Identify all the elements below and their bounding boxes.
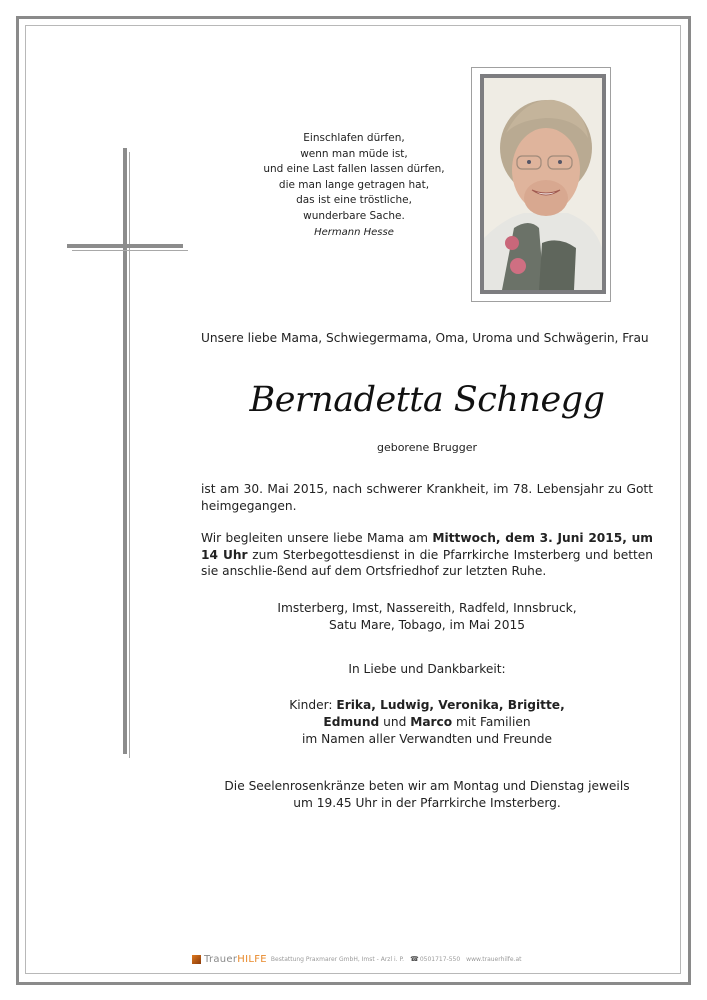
brand-part-2: HILFE — [237, 953, 267, 965]
brand-name — [204, 954, 267, 965]
cross-horizontal-shadow — [72, 250, 188, 251]
footer — [192, 952, 521, 966]
poem-line: wunderbare Sache. — [303, 209, 405, 222]
website-link[interactable]: www.trauerhilfe.at — [466, 955, 522, 963]
deceased-name: Bernadetta Schnegg — [249, 380, 605, 420]
cross-vertical-shadow — [129, 152, 130, 758]
intro-line: Unsere liebe Mama, Schwiegermama, Oma, Uroma und Schwägerin, Frau — [201, 331, 649, 345]
rosary-line: um 19.45 Uhr in der Pfarrkirche Imsterberg. — [293, 796, 561, 810]
rosary-info — [201, 778, 653, 812]
birth-name: geborene Brugger — [376, 441, 478, 454]
portrait-photo — [480, 74, 606, 294]
funeral-paragraph — [201, 530, 653, 580]
phone-icon: ☎ — [410, 955, 419, 963]
children-families: mit Familien — [452, 715, 531, 729]
poem-author: Hermann Hesse — [314, 227, 394, 238]
portrait-image — [484, 78, 602, 290]
children-names: Erika, Ludwig, Veronika, Brigitte, — [336, 698, 565, 712]
child-name-marco: Marco — [410, 715, 453, 729]
rosary-line: Die Seelenrosenkränze beten wir am Montag und Dienstag jeweils — [224, 779, 630, 793]
poem — [236, 131, 472, 241]
children-and: und — [379, 715, 411, 729]
places-line: Satu Mare, Tobago, im Mai 2015 — [329, 618, 525, 632]
poem-line: die man lange getragen hat, — [278, 178, 430, 191]
funeral-suffix: zum Sterbegottesdienst in die Pfarrkirche Imsterberg und betten sie anschlie-ßend auf dem Ortsfriedhof zur letzten Ruhe. — [201, 547, 653, 578]
children — [201, 697, 653, 748]
cross-vertical-bar — [123, 148, 127, 754]
cross-horizontal-bar — [67, 244, 183, 248]
children-label: Kinder: — [289, 698, 337, 712]
poem-line: wenn man müde ist, — [300, 147, 408, 160]
thanks-line: In Liebe und Dankbarkeit: — [348, 662, 506, 676]
places — [201, 600, 653, 634]
children-line-3: im Namen aller Verwandten und Freunde — [301, 732, 553, 746]
death-paragraph: ist am 30. Mai 2015, nach schwerer Krankheit, im 78. Lebensjahr zu Gott heimgegangen. — [201, 482, 653, 513]
children-line-2 — [201, 714, 653, 731]
trauerhilfe-logo-icon — [192, 955, 201, 964]
company-name: Bestattung Praxmarer GmbH, Imst - Arzl i. P. — [270, 955, 405, 963]
places-line: Imsterberg, Imst, Nassereith, Radfeld, Innsbruck, — [277, 601, 577, 615]
phone-number: 0501717-550 — [419, 955, 461, 963]
poem-line: und eine Last fallen lassen dürfen, — [263, 163, 445, 175]
children-line-1 — [201, 697, 653, 714]
brand-part-1: Trauer — [204, 953, 238, 965]
child-name-edmund: Edmund — [323, 715, 380, 729]
funeral-date: Mittwoch, dem 3. Juni 2015, um 14 Uhr — [201, 531, 653, 562]
poem-line: das ist eine tröstliche, — [296, 194, 412, 206]
poem-line: Einschlafen dürfen, — [303, 132, 405, 144]
funeral-prefix: Wir begleiten unsere liebe Mama am — [201, 531, 433, 545]
